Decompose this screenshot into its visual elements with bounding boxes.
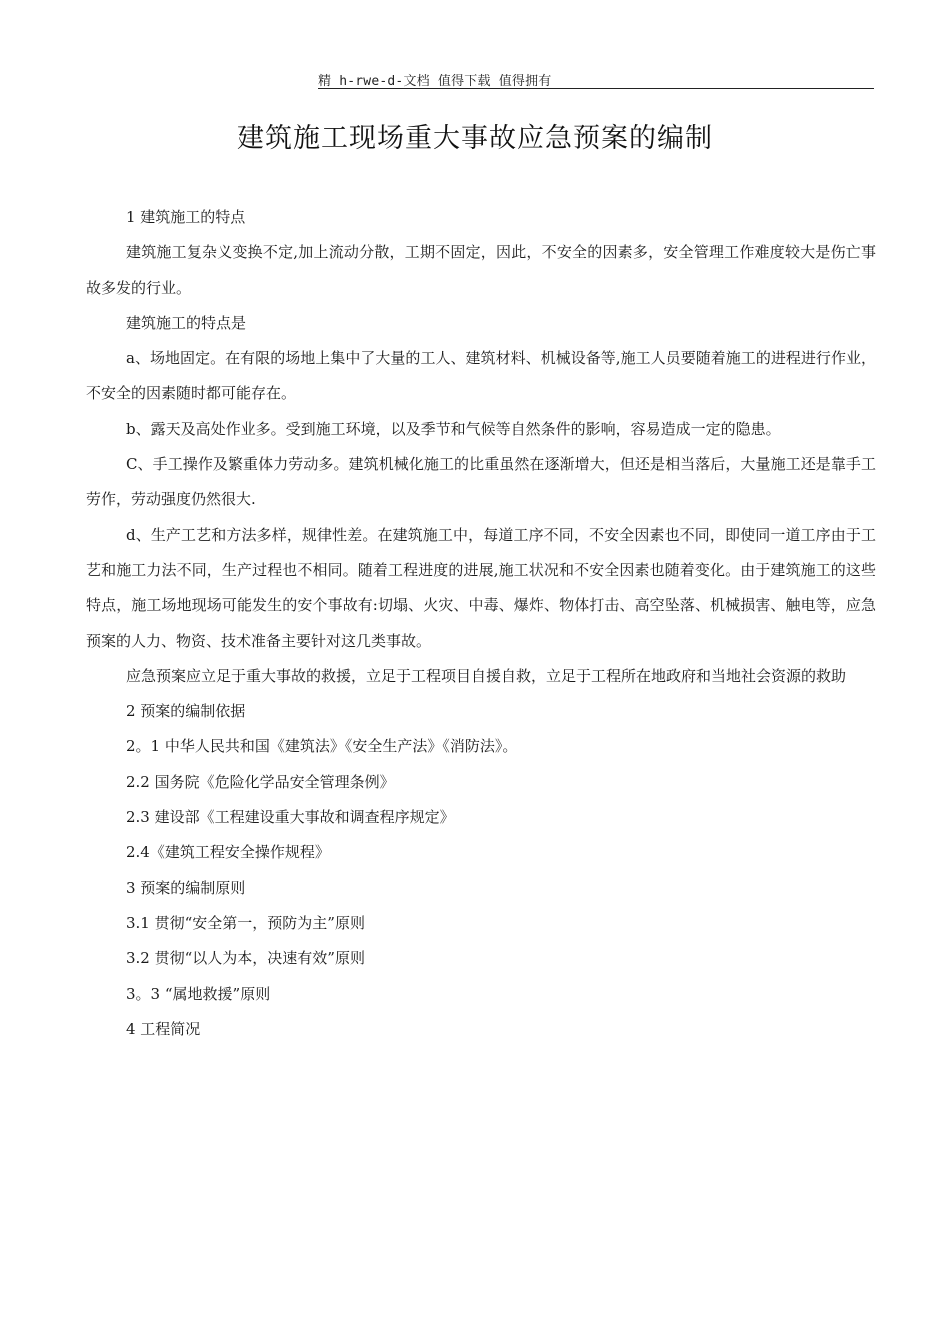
list-item: 2.3 建设部《工程建设重大事故和调查程序规定》 — [126, 808, 455, 827]
section-heading-1: 1 建筑施工的特点 — [126, 208, 246, 226]
header-text: 精 h-rwe-d-文档 值得下载 值得拥有 — [318, 74, 552, 89]
list-item: 2。1 中华人民共和国《建筑法》《安全生产法》《消防法》。 — [126, 737, 518, 756]
paragraph-item-d: d、生产工艺和方法多样，规律性差。在建筑施工中，每道工序不同，不安全因素也不同，即使同一道工序由于工艺和施工力法不同，生产过程也不相同。随着工程进度的进展,施工状况和不安全因素也随着变化。由于建筑施工的这些特点，施工场地现场可能发生的安个事故有:切塌、火灾、中毒、爆炸、物体打击、高空坠落、机械损害、触电等，应急预案的人力、物资、技术准备主要针对这几类事故。 — [86, 525, 876, 650]
paragraph-item-b: b、露天及高处作业多。受到施工环境，以及季节和气候等自然条件的影响，容易造成一定的隐患。 — [126, 419, 781, 438]
paragraph: 建筑施工的特点是 — [126, 313, 247, 332]
list-item: 3.1 贯彻“安全第一，预防为主”原则 — [126, 913, 365, 932]
paragraph: 建筑施工复杂义变换不定,加上流动分散，工期不固定，因此，不安全的因素多，安全管理工作难度较大是伤亡事故多发的行业。 — [86, 243, 876, 297]
document-body — [86, 200, 876, 1047]
paragraph: 应急预案应立足于重大事故的救援，立足于工程项目自援自救，立足于工程所在地政府和当地社会资源的救助 — [126, 666, 847, 685]
document-title: 建筑施工现场重大事故应急预案的编制 — [237, 123, 713, 154]
list-item: 2.4《建筑工程安全操作规程》 — [126, 843, 330, 862]
paragraph-item-c: C、手工操作及繁重体力劳动多。建筑机械化施工的比重虽然在逐渐增大，但还是相当落后，大量施工还是靠手工劳作，劳动强度仍然很大. — [86, 455, 876, 509]
list-item: 3.2 贯彻“以人为本，决速有效”原则 — [126, 949, 365, 968]
paragraph-item-a: a、场地固定。在有限的场地上集中了大量的工人、建筑材料、机械设备等,施工人员要随着施工的进程进行作业，不安全的因素随时都可能存在。 — [86, 349, 876, 403]
section-heading-3: 3 预案的编制原则 — [126, 878, 246, 897]
section-heading-4: 4 工程简况 — [126, 1019, 201, 1038]
list-item: 2.2 国务院《危险化学品安全管理条例》 — [126, 772, 395, 791]
page-header — [318, 68, 874, 89]
section-heading-2: 2 预案的编制依据 — [126, 702, 246, 721]
list-item: 3。3 “属地救援”原则 — [126, 984, 271, 1003]
